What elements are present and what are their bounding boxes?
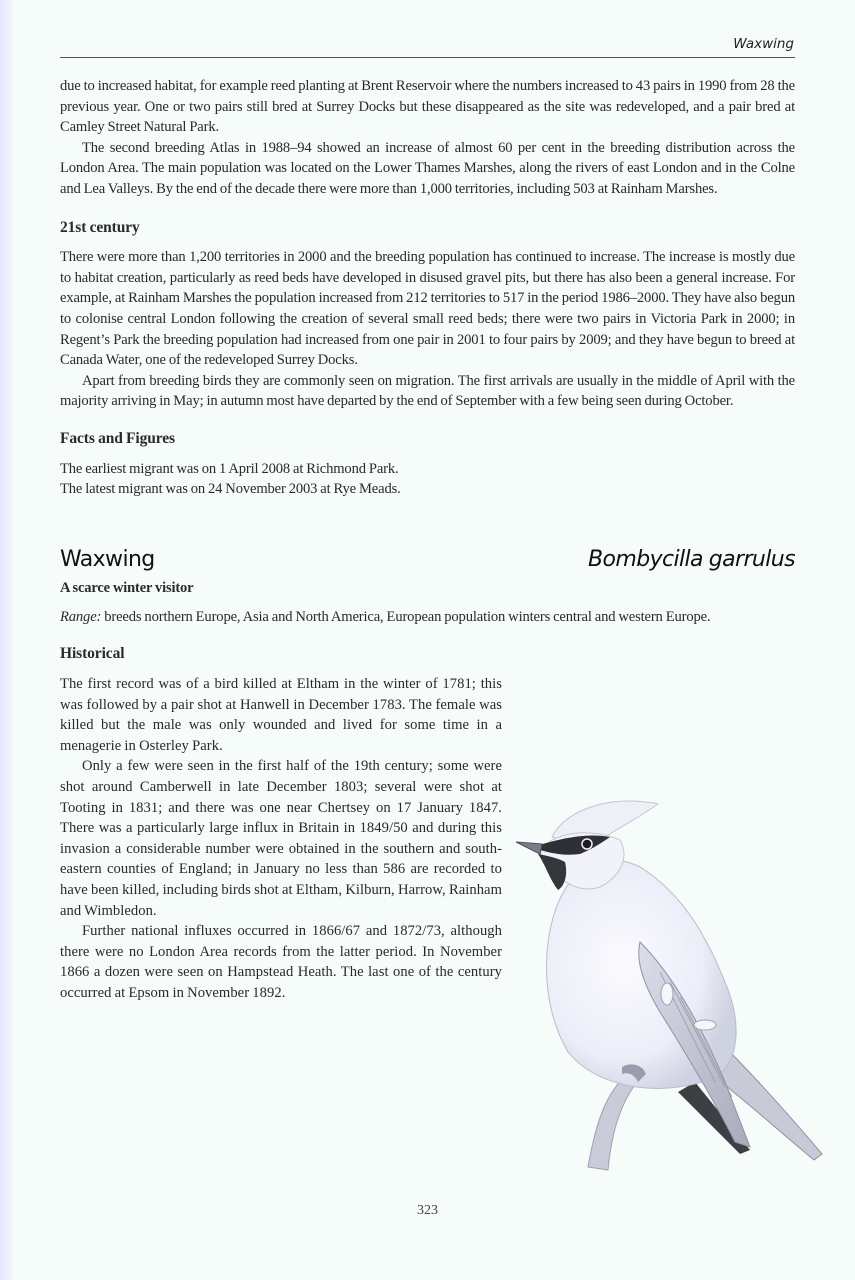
waxwing-illustration <box>510 782 840 1172</box>
atlas-paragraph: The second breeding Atlas in 1988–94 showed an increase of almost 60 per cent in the breeding distribution across the London Area. The main population was located on the Lower Thames Marshes, along the rivers of east London and in the Colne and Lea Valleys. By the end of the decade there were more than 1,000 territories, including 503 at Rainham Marshes. <box>60 139 795 197</box>
running-head: Waxwing <box>733 36 794 52</box>
fact-earliest: The earliest migrant was on 1 April 2008 at Richmond Park. <box>60 460 399 477</box>
species-latin-name: Bombycilla garrulus <box>588 546 795 572</box>
historical-paragraph: The first record was of a bird killed at Eltham in the winter of 1781; this was followed by a pair shot at Hanwell in December 1783. The female was killed but the male was only wounded and lived for some time in a menagerie in Osterley Park. <box>60 676 502 754</box>
continuation-paragraph: due to increased habitat, for example reed planting at Brent Reservoir where the numbers increased to 43 pairs in 1990 from 28 the previous year. One or two pairs still bred at Surrey Docks but these disappeared as the site was redeveloped, and a pair bred at Camley Street Natural Park. <box>60 78 795 136</box>
section-heading-21st-century: 21st century <box>60 218 140 236</box>
page-number: 323 <box>417 1203 438 1218</box>
section-heading-facts: Facts and Figures <box>60 429 175 447</box>
fact-latest: The latest migrant was on 24 November 2003 at Rye Meads. <box>60 481 401 498</box>
species-range <box>60 607 795 628</box>
header-rule <box>60 57 795 58</box>
species-header <box>60 546 795 572</box>
beak <box>516 842 542 854</box>
historical-paragraph: Only a few were seen in the first half of the 19th century; some were shot around Camberwell in late December 1803; several were shot at Tooting in 1831; and there was one near Chertsey on 17 January 1847. There was a particularly large influx in Britain in 1849/50 and during this invasion a considerable number were obtained in the southern and south-eastern counties of England; in January no less than 586 are recorded to have been killed, including birds shot at Eltham, Kilburn, Harrow, Rainham and Wimbledon. <box>60 758 502 919</box>
historical-paragraph: Further national influxes occurred in 1866/67 and 1872/73, although there were no London Area records from the latter period. In November 1866 a dozen were seen on Hampstead Heath. The last one of the century occurred at Epsom in November 1892. <box>60 923 502 1001</box>
branch <box>588 1074 640 1170</box>
eye <box>582 839 592 849</box>
century-paragraph: There were more than 1,200 territories in 2000 and the breeding population has continued to increase. The increase is mostly due to habitat creation, particularly as reed beds have developed in disused gravel pits, but there has also been a general increase. For example, at Rainham Marshes the population increased from 212 territories to 517 in the period 1986–2000. They have also begun to colonise central London following the creation of several small reed beds; there were two pairs in Victoria Park in 2000; in Regent’s Park the breeding population had increased from one pair in 2001 to four pairs by 2009; and they have begun to breed at Canada Water, one of the redeveloped Surrey Docks. <box>60 249 795 369</box>
historical-text <box>60 674 502 1004</box>
page-edge-shadow <box>0 0 14 1280</box>
range-label: Range: <box>60 608 102 625</box>
species-status: A scarce winter visitor <box>60 580 194 597</box>
section-heading-historical: Historical <box>60 645 125 663</box>
species-common-name: Waxwing <box>60 546 155 572</box>
migration-paragraph: Apart from breeding birds they are commonly seen on migration. The first arrivals are usually in the middle of April with the majority arriving in May; in autumn most have departed by the end of September with a few being seen during October. <box>60 372 795 410</box>
range-text: breeds northern Europe, Asia and North America, European population winters central and western Europe. <box>101 608 711 625</box>
